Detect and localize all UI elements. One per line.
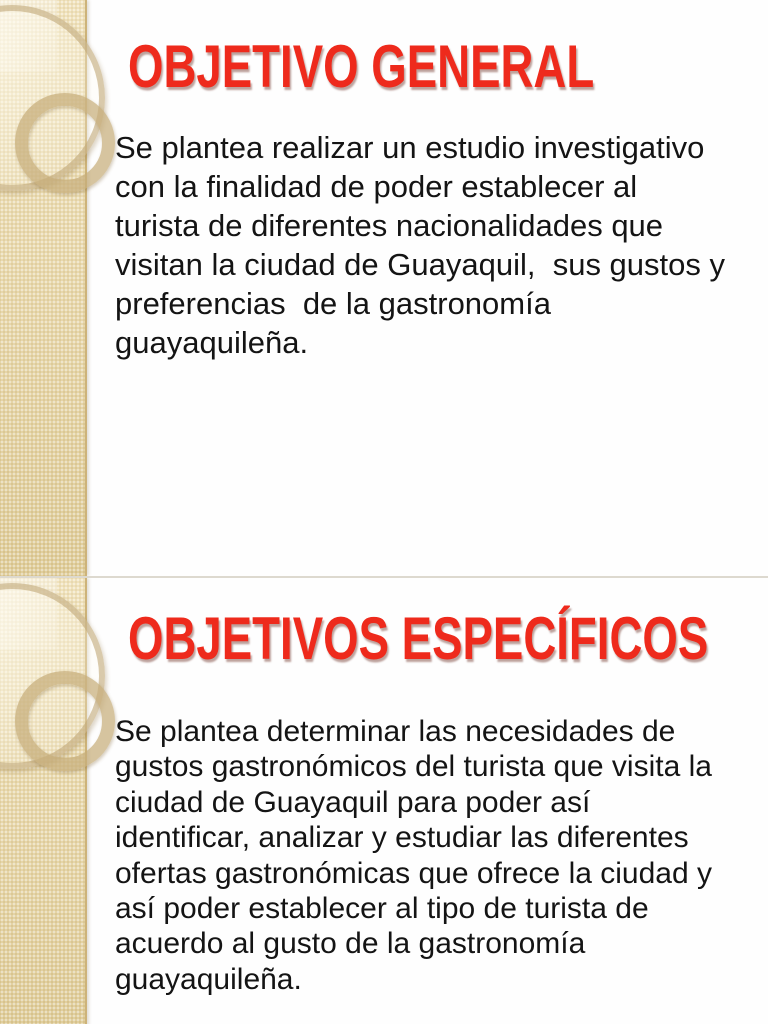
slide-body: [115, 128, 763, 362]
body-line: con la finalidad de poder establecer al: [115, 169, 638, 204]
body-line: visitan la ciudad de Guayaquil, sus gustos y: [115, 247, 726, 282]
slide-title: OBJETIVO GENERAL: [128, 33, 595, 100]
body-line: ofertas gastronómicas que ofrece la ciudad y: [115, 856, 712, 890]
slide-objetivos-especificos: [0, 576, 768, 1024]
body-line: guayaquileña.: [115, 325, 309, 360]
sidebar-highlight: [0, 0, 57, 72]
body-line: Se plantea determinar las necesidades de: [115, 715, 676, 748]
body-line: acuerdo al gusto de la gastronomía: [115, 927, 586, 961]
body-line: así poder establecer al tipo de turista de: [115, 892, 649, 926]
body-line: gustos gastronómicos del turista que visita la: [115, 750, 712, 784]
sidebar-decoration: [0, 578, 87, 1024]
body-line: identificar, analizar y estudiar las diferentes: [115, 821, 689, 855]
body-line: ciudad de Guayaquil para poder así: [115, 785, 591, 819]
sidebar-highlight: [0, 578, 57, 650]
body-line: Se plantea realizar un estudio investigativo: [115, 130, 705, 165]
body-line: guayaquileña.: [115, 962, 302, 996]
sidebar-decoration: [0, 0, 87, 576]
body-line: preferencias de la gastronomía: [115, 286, 551, 321]
body-line: turista de diferentes nacionalidades que: [115, 208, 664, 243]
slide-title: OBJETIVOS ESPECÍFICOS: [128, 605, 709, 672]
slide-body: [115, 714, 763, 997]
